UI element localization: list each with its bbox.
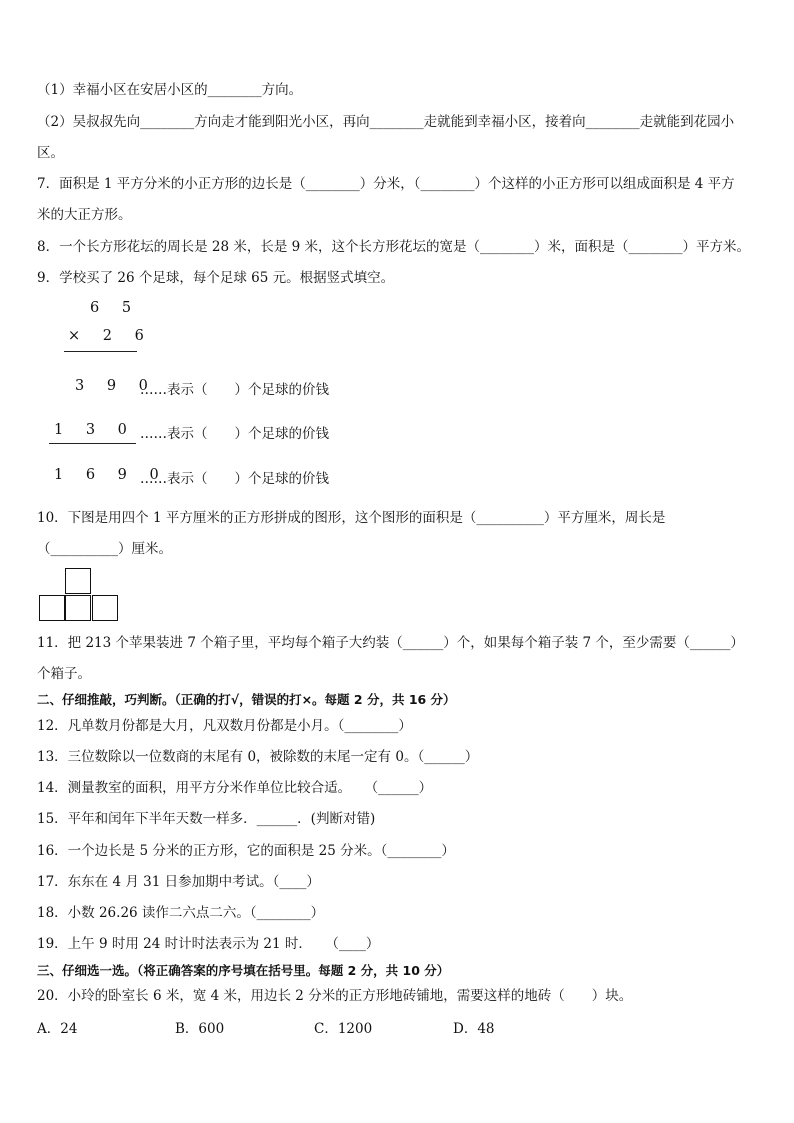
question-14: 14．测量教室的面积，用平方分米作单位比较合适。 （______） (37, 780, 433, 796)
square-top (65, 568, 91, 594)
final-product: 1 6 9 0 (54, 467, 168, 483)
question-10-cont: （__________）厘米。 (37, 541, 172, 557)
question-6-part-2-cont: 区。 (37, 145, 64, 161)
product-line-2 (49, 443, 136, 444)
square-bottom-right (92, 595, 118, 621)
section-3-heading: 三、仔细选一选。（将正确答案的序号填在括号里。每题 2 分，共 10 分） (37, 963, 450, 978)
final-product-note: ……表示（ ）个足球的价钱 (140, 471, 329, 487)
multiplier: × 2 6 (68, 328, 153, 344)
question-18: 18．小数 26.26 读作二六点二六。（________） (37, 905, 325, 921)
question-11: 11．把 213 个苹果装进 7 个箱子里，平均每个箱子大约装（______）个，如果每个箱子装 7 个，至少需要（______） (37, 635, 744, 651)
multiplicand: 6 5 (90, 300, 141, 316)
question-9: 9．学校买了 26 个足球，每个足球 65 元。根据竖式填空。 (37, 270, 395, 286)
question-7: 7．面积是 1 平方分米的小正方形的边长是（________）分米，（________）个这样的小正方形可以组成面积是 4 平方 (37, 176, 735, 192)
square-bottom-middle (65, 595, 91, 621)
question-19: 19．上午 9 时用 24 时计时法表示为 21 时． （____） (37, 936, 380, 952)
partial-product-2: 1 3 0 (54, 422, 136, 438)
square-bottom-left (39, 595, 65, 621)
question-6-part-2: （2）吴叔叔先向________方向走才能到阳光小区，再向________走就能到幸福小区，接着向________走就能到花园小 (37, 114, 735, 130)
choice-c: C．1200 (314, 1021, 373, 1037)
partial-product-2-note: ……表示（ ）个足球的价钱 (140, 426, 329, 442)
question-16: 16．一个边长是 5 分米的正方形，它的面积是 25 分米。（________） (37, 843, 455, 859)
question-20: 20．小玲的卧室长 6 米，宽 4 米，用边长 2 分米的正方形地砖铺地，需要这样的地砖（ ）块。 (37, 988, 633, 1004)
partial-product-1-note: ……表示（ ）个足球的价钱 (140, 382, 329, 398)
question-7-cont: 米的大正方形。 (37, 207, 132, 223)
question-8: 8．一个长方形花坛的周长是 28 米，长是 9 米，这个长方形花坛的宽是（________）米，面积是（________）平方米。 (37, 239, 751, 255)
product-line-1 (64, 351, 137, 352)
question-6-part-1: （1）幸福小区在安居小区的________方向。 (37, 82, 303, 98)
question-10: 10．下图是用四个 1 平方厘米的正方形拼成的图形，这个图形的面积是（__________）平方厘米，周长是 (37, 510, 666, 526)
choice-a: A．24 (37, 1021, 78, 1037)
question-15: 15．平年和闰年下半年天数一样多．______．(判断对错) (37, 811, 376, 827)
question-12: 12．凡单数月份都是大月，凡双数月份都是小月。（________） (37, 718, 412, 734)
section-2-heading: 二、仔细推敲，巧判断。（正确的打√，错误的打×。每题 2 分，共 16 分） (37, 692, 456, 707)
question-11-cont: 个箱子。 (37, 666, 91, 682)
question-17: 17．东东在 4 月 31 日参加期中考试。（____） (37, 874, 320, 890)
partial-product-1: 3 9 0 (75, 378, 157, 394)
question-13: 13．三位数除以一位数商的末尾有 0，被除数的末尾一定有 0。（______） (37, 749, 479, 765)
choice-d: D．48 (453, 1021, 495, 1037)
choice-b: B．600 (175, 1021, 225, 1037)
